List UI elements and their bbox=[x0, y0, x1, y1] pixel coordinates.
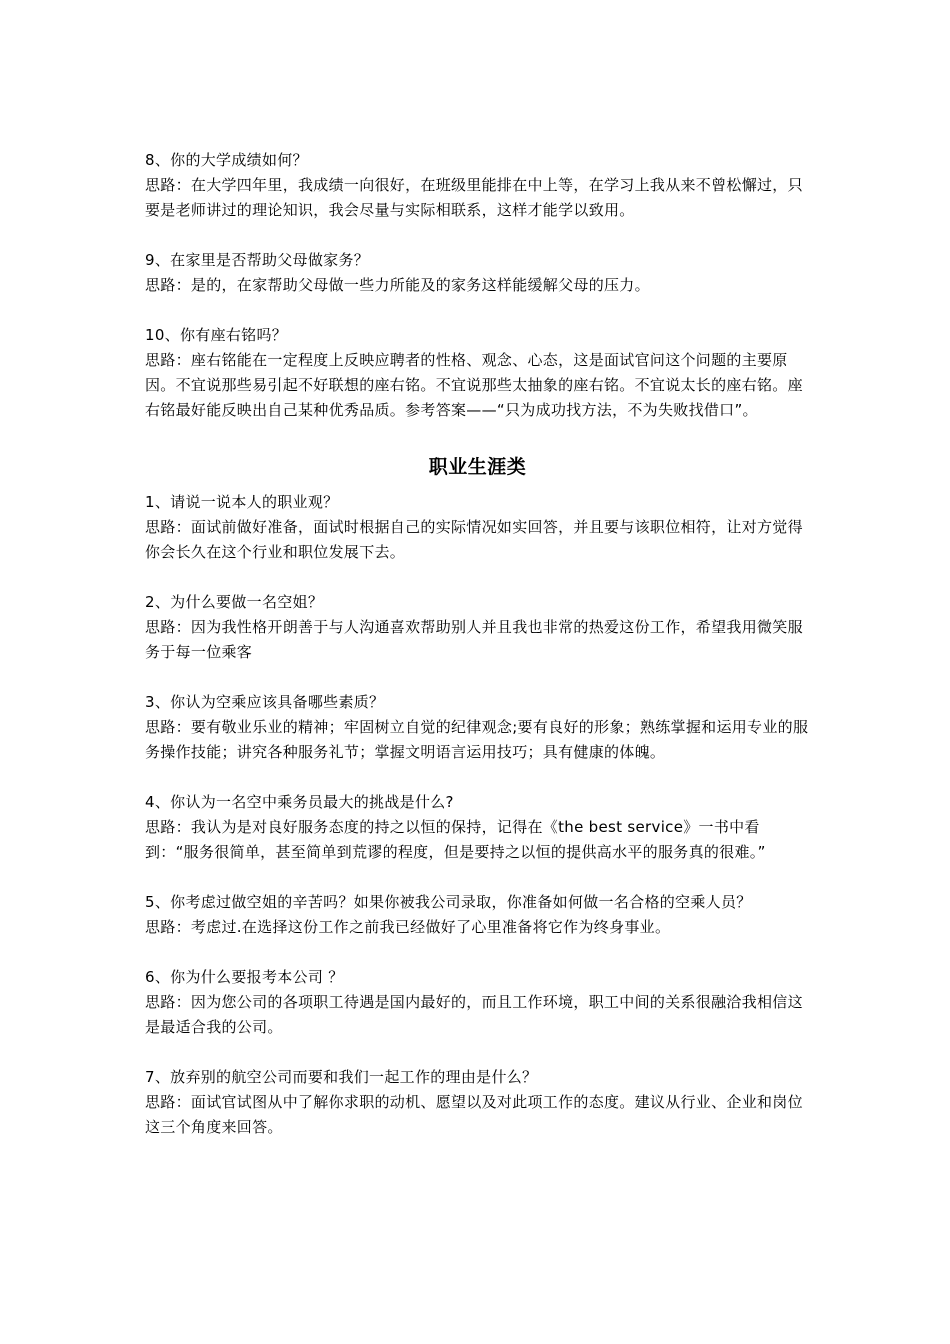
question-text: 4、你认为一名空中乘务员最大的挑战是什么? bbox=[145, 793, 454, 811]
question-text: 9、在家里是否帮助父母做家务？ bbox=[145, 251, 370, 269]
answer-text: 思路：面试官试图从中了解你求职的动机、愿望以及对此项工作的态度。建议从行业、企业和岗位这三个角度来回答。 bbox=[145, 1093, 803, 1136]
question-text: 6、你为什么要报考本公司 ？ bbox=[145, 968, 344, 986]
answer-text: 思路：座右铭能在一定程度上反映应聘者的性格、观念、心态，这是面试官问这个问题的主要原因。不宜说那些易引起不好联想的座右铭。不宜说那些太抽象的座右铭。不宜说太长的座右铭。座右铭最好能反映出自己某种优秀品质。参考答案——“只为成功找方法，不为失败找借口”。 bbox=[145, 351, 803, 419]
answer-text: 思路：考虑过.在选择这份工作之前我已经做好了心里准备将它作为终身事业。 bbox=[145, 918, 671, 936]
qa-item bbox=[145, 965, 810, 1040]
question-text: 3、你认为空乘应该具备哪些素质？ bbox=[145, 693, 385, 711]
qa-item bbox=[145, 1065, 810, 1140]
section-title: 职业生涯类 bbox=[428, 456, 527, 478]
question-text: 2、为什么要做一名空姐？ bbox=[145, 593, 324, 611]
answer-text: 思路：要有敬业乐业的精神；牢固树立自觉的纪律观念;要有良好的形象；熟练掌握和运用专业的服务操作技能；讲究各种服务礼节；掌握文明语言运用技巧；具有健康的体魄。 bbox=[145, 718, 809, 761]
document-page bbox=[145, 148, 810, 1140]
answer-text: 思路：我认为是对良好服务态度的持之以恒的保持，记得在《the best service》一书中看到：“服务很简单，甚至简单到荒谬的程度，但是要持之以恒的提供高水平的服务真的很难。” bbox=[145, 818, 766, 861]
answer-text: 思路：是的，在家帮助父母做一些力所能及的家务这样能缓解父母的压力。 bbox=[145, 276, 650, 294]
answer-text: 思路：因为您公司的各项职工待遇是国内最好的，而且工作环境，职工中间的关系很融洽我相信这是最适合我的公司。 bbox=[145, 993, 803, 1036]
qa-item bbox=[145, 590, 810, 665]
qa-item bbox=[145, 323, 810, 423]
answer-text: 思路：面试前做好准备，面试时根据自己的实际情况如实回答，并且要与该职位相符，让对方觉得你会长久在这个行业和职位发展下去。 bbox=[145, 518, 803, 561]
question-text: 7、放弃别的航空公司而要和我们一起工作的理由是什么？ bbox=[145, 1068, 538, 1086]
question-text: 1、请说一说本人的职业观？ bbox=[145, 493, 339, 511]
qa-item bbox=[145, 690, 810, 765]
answer-text: 思路：在大学四年里，我成绩一向很好，在班级里能排在中上等，在学习上我从来不曾松懈过，只要是老师讲过的理论知识，我会尽量与实际相联系，这样才能学以致用。 bbox=[145, 176, 803, 219]
question-text: 10、你有座右铭吗？ bbox=[145, 326, 288, 344]
question-text: 8、你的大学成绩如何？ bbox=[145, 151, 308, 169]
qa-item bbox=[145, 890, 810, 940]
qa-item bbox=[145, 148, 810, 223]
qa-item bbox=[145, 248, 810, 298]
answer-text: 思路：因为我性格开朗善于与人沟通喜欢帮助别人并且我也非常的热爱这份工作，希望我用微笑服务于每一位乘客 bbox=[145, 618, 803, 661]
question-text: 5、你考虑过做空姐的辛苦吗？如果你被我公司录取，你准备如何做一名合格的空乘人员？ bbox=[145, 893, 752, 911]
qa-item bbox=[145, 490, 810, 565]
qa-item bbox=[145, 790, 810, 865]
